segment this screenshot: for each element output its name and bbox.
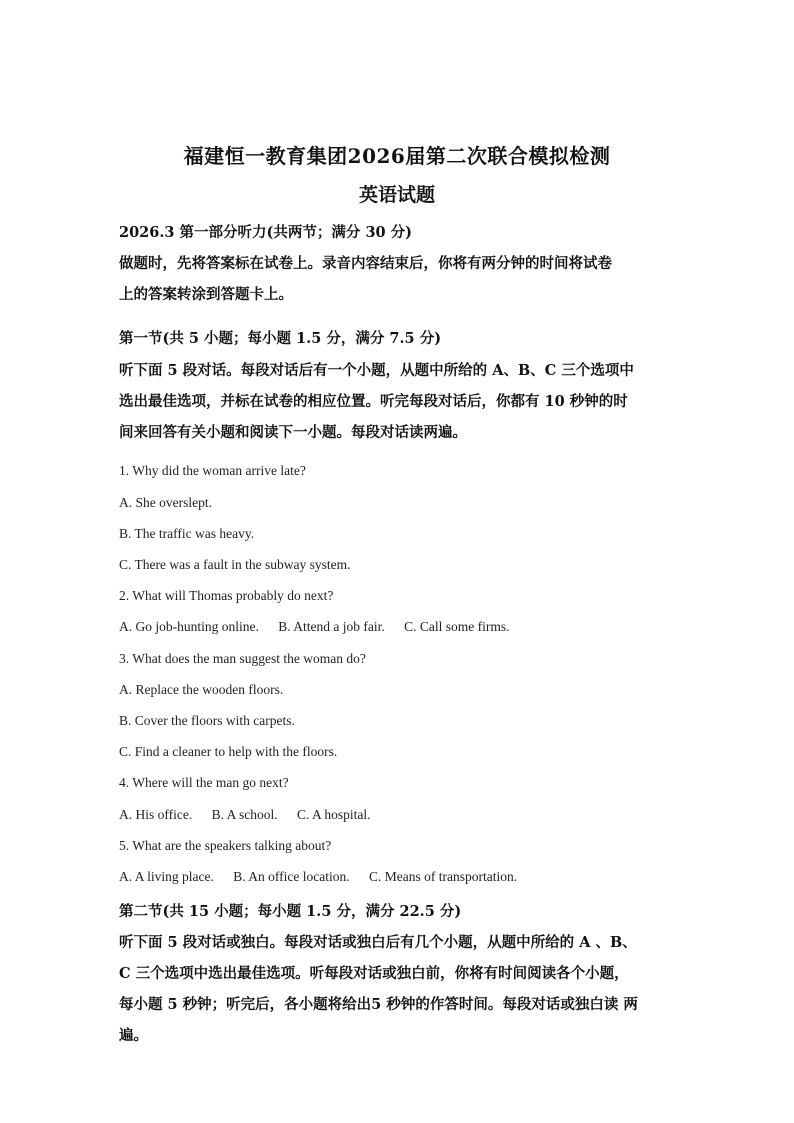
part1-instructions xyxy=(119,248,679,310)
q5-option-c: C. Means of transportation. xyxy=(368,869,518,884)
q5-option-a: A. A living place. xyxy=(119,869,214,884)
part1-heading: 2026.3 第一部分听力(共两节；满分 30 分) xyxy=(119,224,413,241)
instruction-line: C 三个选项中选出最佳选项。听每段对话或独白前，你将有时间阅读各个小题， xyxy=(119,965,629,982)
section1-heading: 第一节(共 5 小题；每小题 1.5 分，满分 7.5 分) xyxy=(119,330,442,347)
instruction-line: 每小题 5 秒钟；听完后，各小题将给出5 秒钟的作答时间。每段对话或独白读 两 xyxy=(119,996,638,1013)
question-1: 1. Why did the woman arrive late? xyxy=(119,463,306,478)
q4-options xyxy=(119,807,387,823)
instruction-line: 间来回答有关小题和阅读下一小题。每段对话读两遍。 xyxy=(119,424,467,441)
question-5: 5. What are the speakers talking about? xyxy=(119,838,332,853)
question-4: 4. Where will the man go next? xyxy=(119,775,289,790)
question-2: 2. What will Thomas probably do next? xyxy=(119,588,334,603)
q3-option-b: B. Cover the floors with carpets. xyxy=(119,713,295,728)
question-3: 3. What does the man suggest the woman do? xyxy=(119,651,366,666)
q2-option-b: B. Attend a job fair. xyxy=(278,619,385,634)
q5-options xyxy=(119,869,533,885)
instruction-line: 做题时，先将答案标在试卷上。录音内容结束后，你将有两分钟的时间将试卷 xyxy=(119,255,612,272)
q4-option-b: B. A school. xyxy=(211,807,278,822)
q3-option-a: A. Replace the wooden floors. xyxy=(119,682,284,697)
section2-heading: 第二节(共 15 小题；每小题 1.5 分，满分 22.5 分) xyxy=(119,903,462,920)
exam-title: 福建恒一教育集团2026届第二次联合模拟检测 xyxy=(183,144,611,168)
instruction-line: 遍。 xyxy=(119,1027,148,1044)
q1-option-c: C. There was a fault in the subway system. xyxy=(119,557,351,572)
q2-options xyxy=(119,619,525,635)
exam-subtitle: 英语试题 xyxy=(358,184,435,206)
instruction-line: 听下面 5 段对话。每段对话后有一个小题，从题中所给的 A、B、C 三个选项中 xyxy=(119,362,634,379)
q5-option-b: B. An office location. xyxy=(233,869,350,884)
instruction-line: 上的答案转涂到答题卡上。 xyxy=(119,286,293,303)
instruction-line: 听下面 5 段对话或独白。每段对话或独白后有几个小题，从题中所给的 A 、B、 xyxy=(119,934,637,951)
instruction-line: 选出最佳选项，并标在试卷的相应位置。听完每段对话后，你都有 10 秒钟的时 xyxy=(119,393,628,410)
q3-option-c: C. Find a cleaner to help with the floors. xyxy=(119,744,338,759)
section2-instructions xyxy=(119,927,679,1051)
q1-option-b: B. The traffic was heavy. xyxy=(119,526,255,541)
q4-option-c: C. A hospital. xyxy=(297,807,371,822)
section1-instructions xyxy=(119,355,679,448)
q1-option-a: A. She overslept. xyxy=(119,495,212,510)
q2-option-a: A. Go job-hunting online. xyxy=(119,619,259,634)
q2-option-c: C. Call some firms. xyxy=(404,619,510,634)
q4-option-a: A. His office. xyxy=(119,807,193,822)
